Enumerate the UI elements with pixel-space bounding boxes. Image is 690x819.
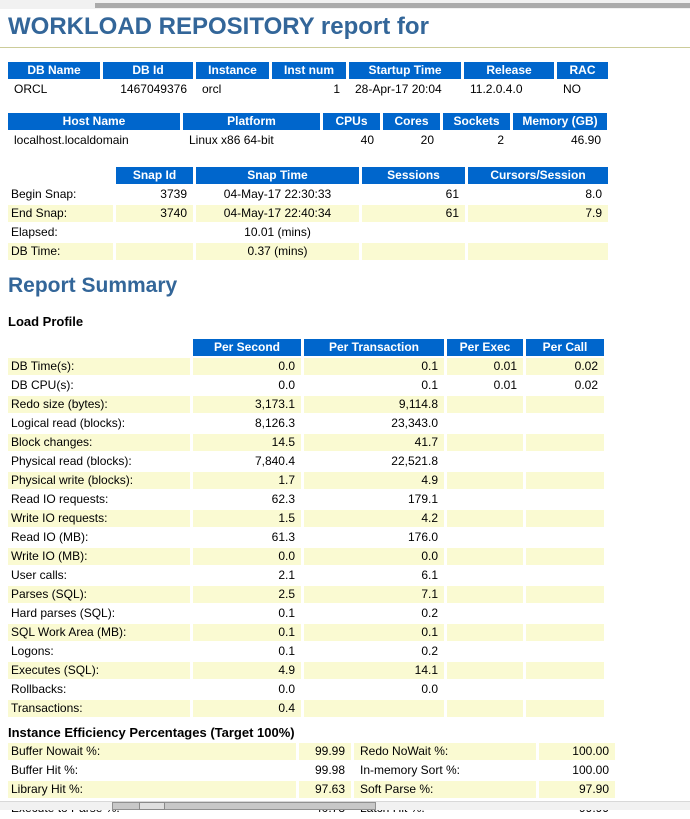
table-cell xyxy=(447,529,523,546)
table-cell: localhost.localdomain xyxy=(14,133,129,147)
table-cell: Transactions: xyxy=(8,700,190,717)
column-header-per-exec: Per Exec xyxy=(447,339,523,356)
column-header-db-id: DB Id xyxy=(103,62,193,79)
table-cell: 0.0 xyxy=(193,358,301,375)
header-row xyxy=(8,339,604,356)
table-cell: Write IO (MB): xyxy=(8,548,190,565)
table-cell: 100.00 xyxy=(572,763,609,777)
table-cell: Linux x86 64-bit xyxy=(189,133,274,147)
column-header-cpus: CPUs xyxy=(323,113,380,130)
table-cell xyxy=(526,510,604,527)
table-cell: 4.9 xyxy=(193,662,301,679)
table-cell: 22,521.8 xyxy=(391,454,438,468)
header-row xyxy=(8,167,608,184)
table-row xyxy=(8,700,604,717)
table-cell xyxy=(468,224,608,241)
table-cell: 8,126.3 xyxy=(254,416,295,430)
table-row xyxy=(8,377,604,394)
table-cell: 97.63 xyxy=(299,781,351,798)
table-row xyxy=(8,186,608,203)
table-cell: Parses (SQL): xyxy=(8,586,190,603)
table-row xyxy=(8,567,604,584)
table-cell: Redo NoWait %: xyxy=(354,743,536,760)
table-cell: 0.1 xyxy=(193,624,301,641)
table-cell: Read IO (MB): xyxy=(11,530,89,544)
table-cell: 1.5 xyxy=(193,510,301,527)
table-cell xyxy=(447,681,523,698)
table-cell: DB Time(s): xyxy=(8,358,190,375)
column-header-sessions: Sessions xyxy=(362,167,465,184)
table-cell xyxy=(447,567,523,584)
table-cell: 0.1 xyxy=(304,624,444,641)
table-row xyxy=(8,491,604,508)
table-cell: 7,840.4 xyxy=(254,454,295,468)
table-row xyxy=(8,624,604,641)
snapshot-table xyxy=(5,165,611,262)
table-row xyxy=(8,743,615,760)
table-cell xyxy=(526,415,604,432)
table-row xyxy=(8,510,604,527)
table-cell xyxy=(362,243,465,260)
table-cell: DB CPU(s): xyxy=(11,378,74,392)
table-cell: 3,173.1 xyxy=(193,396,301,413)
table-cell: 04-May-17 22:30:33 xyxy=(223,187,332,201)
table-cell: 0.0 xyxy=(278,378,295,392)
table-cell: 7.9 xyxy=(468,205,608,222)
column-header-per-call: Per Call xyxy=(526,339,604,356)
table-row xyxy=(8,224,608,241)
table-cell: Buffer Hit %: xyxy=(11,763,79,777)
column-header-db-name: DB Name xyxy=(8,62,100,79)
table-cell xyxy=(526,434,604,451)
table-cell: 99.98 xyxy=(314,763,345,777)
scrollbar-grip[interactable] xyxy=(139,802,165,810)
table-cell: Block changes: xyxy=(8,434,190,451)
table-cell: 23,343.0 xyxy=(391,416,438,430)
table-cell: 61.3 xyxy=(271,530,295,544)
table-cell xyxy=(447,643,523,660)
table-cell: End Snap: xyxy=(8,205,113,222)
column-header-cores: Cores xyxy=(383,113,440,130)
table-row xyxy=(8,781,615,798)
table-cell xyxy=(526,567,604,584)
table-cell xyxy=(526,586,604,603)
table-row xyxy=(8,243,608,260)
table-cell: 0.1 xyxy=(278,644,295,658)
table-cell xyxy=(447,586,523,603)
top-border-bar xyxy=(95,3,690,8)
header-row xyxy=(8,62,608,79)
report-summary-heading: Report Summary xyxy=(8,274,178,297)
column-header-snap-id: Snap Id xyxy=(116,167,193,184)
table-cell: Read IO requests: xyxy=(11,492,109,506)
top-chrome-strip xyxy=(0,0,690,9)
table-cell xyxy=(447,605,523,622)
column-header-memory: Memory (GB) xyxy=(513,113,607,130)
load-profile-table xyxy=(5,337,607,719)
table-cell: Soft Parse %: xyxy=(354,781,536,798)
table-cell: Redo size (bytes): xyxy=(8,396,190,413)
table-cell: 97.90 xyxy=(539,781,615,798)
table-row xyxy=(8,548,604,565)
table-cell xyxy=(447,415,523,432)
table-cell: 6.1 xyxy=(421,568,438,582)
table-cell: 61 xyxy=(362,205,465,222)
column-header-rac: RAC xyxy=(557,62,608,79)
column-header-snap-time: Snap Time xyxy=(196,167,359,184)
table-cell: Physical read (blocks): xyxy=(11,454,132,468)
table-cell xyxy=(362,224,465,241)
table-cell: 0.37 (mins) xyxy=(196,243,359,260)
column-header-release: Release xyxy=(464,62,554,79)
table-cell: 0.0 xyxy=(421,682,438,696)
table-cell: 8.0 xyxy=(585,187,602,201)
table-row xyxy=(8,205,608,222)
table-cell xyxy=(447,700,523,717)
column-header-per-second: Per Second xyxy=(193,339,301,356)
table-cell: 20 xyxy=(420,133,434,147)
table-cell: Library Hit %: xyxy=(8,781,296,798)
table-cell: 3740 xyxy=(116,205,193,222)
column-header-inst-num: Inst num xyxy=(272,62,346,79)
column-header-cursors-session: Cursors/Session xyxy=(468,167,608,184)
table-cell xyxy=(526,624,604,641)
column-header-startup-time: Startup Time xyxy=(349,62,461,79)
table-cell: Write IO requests: xyxy=(8,510,190,527)
table-cell: Hard parses (SQL): xyxy=(11,606,116,620)
table-row xyxy=(8,586,604,603)
table-row xyxy=(8,529,604,546)
table-row xyxy=(8,662,604,679)
column-header-per-transaction: Per Transaction xyxy=(304,339,444,356)
table-cell xyxy=(526,453,604,470)
column-header-instance: Instance xyxy=(196,62,269,79)
table-cell: 0.0 xyxy=(193,548,301,565)
table-row xyxy=(8,415,604,432)
table-cell: SQL Work Area (MB): xyxy=(8,624,190,641)
table-row xyxy=(8,605,604,622)
table-cell: 04-May-17 22:40:34 xyxy=(196,205,359,222)
table-cell xyxy=(526,605,604,622)
table-cell: 0.1 xyxy=(304,358,444,375)
table-cell: 0.02 xyxy=(526,358,604,375)
table-cell xyxy=(526,491,604,508)
table-cell: Logical read (blocks): xyxy=(11,416,126,430)
table-row xyxy=(8,453,604,470)
table-cell: Rollbacks: xyxy=(11,682,67,696)
table-cell: 1 xyxy=(333,82,340,96)
table-row xyxy=(8,643,604,660)
table-row xyxy=(8,81,608,98)
table-cell: Physical write (blocks): xyxy=(8,472,190,489)
table-cell xyxy=(526,662,604,679)
table-cell xyxy=(526,529,604,546)
table-cell: 4.2 xyxy=(304,510,444,527)
table-row xyxy=(8,132,607,149)
column-header-empty xyxy=(8,167,113,184)
table-cell: 0.01 xyxy=(493,378,517,392)
table-cell: orcl xyxy=(202,82,222,96)
table-cell: 14.5 xyxy=(193,434,301,451)
table-cell xyxy=(526,396,604,413)
table-cell: NO xyxy=(563,82,581,96)
table-cell xyxy=(447,548,523,565)
table-cell: 9,114.8 xyxy=(304,396,444,413)
table-cell: 7.1 xyxy=(304,586,444,603)
table-cell xyxy=(447,510,523,527)
table-cell: 41.7 xyxy=(304,434,444,451)
column-header-empty xyxy=(8,339,190,356)
table-cell: In-memory Sort %: xyxy=(360,763,461,777)
table-cell: 14.1 xyxy=(304,662,444,679)
table-cell xyxy=(526,700,604,717)
table-cell: 62.3 xyxy=(271,492,295,506)
table-cell: 176.0 xyxy=(407,530,438,544)
column-header-sockets: Sockets xyxy=(443,113,510,130)
table-cell xyxy=(526,472,604,489)
table-cell xyxy=(447,662,523,679)
table-cell: DB Time: xyxy=(8,243,113,260)
table-cell: Begin Snap: xyxy=(11,187,77,201)
table-cell xyxy=(116,224,193,241)
table-cell: ORCL xyxy=(14,82,48,96)
table-cell xyxy=(447,434,523,451)
column-header-host-name: Host Name xyxy=(8,113,180,130)
table-cell: 0.1 xyxy=(421,378,438,392)
table-cell: 40 xyxy=(360,133,374,147)
table-cell: Elapsed: xyxy=(11,225,58,239)
table-cell xyxy=(526,548,604,565)
table-cell: 0.2 xyxy=(421,644,438,658)
instance-efficiency-heading: Instance Efficiency Percentages (Target 100%) xyxy=(8,725,295,740)
table-cell: 4.9 xyxy=(304,472,444,489)
table-cell xyxy=(468,243,608,260)
table-cell xyxy=(447,491,523,508)
scrollbar-thumb[interactable] xyxy=(112,802,376,810)
table-row xyxy=(8,762,615,779)
table-cell: 61 xyxy=(445,187,459,201)
table-cell: 3739 xyxy=(160,187,187,201)
table-row xyxy=(8,472,604,489)
table-cell: 10.01 (mins) xyxy=(244,225,311,239)
table-cell xyxy=(447,624,523,641)
table-cell: 2.1 xyxy=(278,568,295,582)
load-profile-heading: Load Profile xyxy=(8,314,84,329)
table-cell: 2 xyxy=(497,133,504,147)
horizontal-scrollbar[interactable] xyxy=(0,801,690,810)
table-cell xyxy=(526,681,604,698)
table-row xyxy=(8,681,604,698)
table-cell xyxy=(304,700,444,717)
table-cell: 0.01 xyxy=(447,358,523,375)
table-cell: 2.5 xyxy=(193,586,301,603)
table-cell: 1.7 xyxy=(193,472,301,489)
table-row xyxy=(8,396,604,413)
table-cell: 0.2 xyxy=(421,606,438,620)
table-row xyxy=(8,358,604,375)
table-cell: 0.0 xyxy=(278,682,295,696)
table-cell xyxy=(116,243,193,260)
table-cell: 0.4 xyxy=(193,700,301,717)
db-info-table xyxy=(5,60,611,100)
table-cell: Executes (SQL): xyxy=(8,662,190,679)
table-cell: 0.02 xyxy=(574,378,598,392)
table-cell: User calls: xyxy=(11,568,68,582)
table-cell xyxy=(447,472,523,489)
table-cell xyxy=(447,453,523,470)
table-cell: 0.0 xyxy=(304,548,444,565)
table-cell: 179.1 xyxy=(407,492,438,506)
table-cell: 28-Apr-17 20:04 xyxy=(355,82,442,96)
host-table xyxy=(5,111,610,151)
table-row xyxy=(8,434,604,451)
table-cell: 46.90 xyxy=(570,133,601,147)
header-row xyxy=(8,113,607,130)
column-header-platform: Platform xyxy=(183,113,320,130)
table-cell: Logons: xyxy=(11,644,54,658)
table-cell: 11.2.0.4.0 xyxy=(470,82,523,96)
table-cell: Buffer Nowait %: xyxy=(8,743,296,760)
page-title: WORKLOAD REPOSITORY report for xyxy=(0,14,690,48)
table-cell: 1467049376 xyxy=(120,82,187,96)
table-cell xyxy=(447,396,523,413)
table-cell: 100.00 xyxy=(539,743,615,760)
table-cell: 0.1 xyxy=(278,606,295,620)
table-cell xyxy=(526,643,604,660)
table-cell: 99.99 xyxy=(299,743,351,760)
